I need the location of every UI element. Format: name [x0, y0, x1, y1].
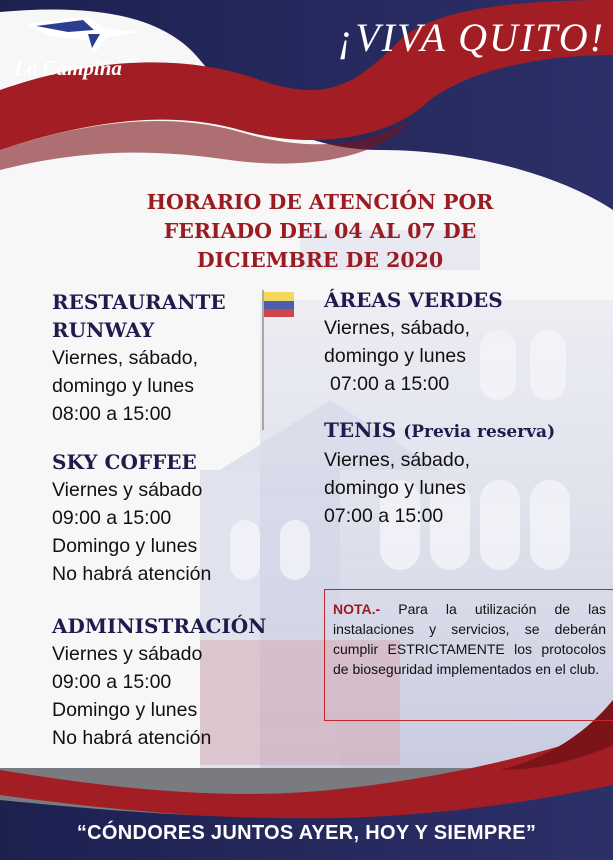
administracion-note: No habrá atención [52, 727, 212, 749]
nota-box [324, 589, 613, 721]
viva-quito-title: ¡VIVA QUITO! [337, 15, 605, 60]
restaurant-title-2: RUNWAY [52, 318, 155, 342]
nota-label: NOTA.- [333, 601, 381, 617]
tenis-hours: 07:00 a 15:00 [324, 505, 444, 527]
sky-coffee-days-1: Viernes y sábado [52, 479, 203, 501]
restaurant-hours: 08:00 a 15:00 [52, 403, 172, 425]
logo-club-label: Club [118, 54, 138, 65]
sky-coffee-hours: 09:00 a 15:00 [52, 507, 172, 529]
section-restaurant [52, 288, 226, 428]
section-sky-coffee [52, 448, 211, 588]
section-areas-verdes [324, 286, 503, 398]
condor-logo-icon [28, 14, 138, 58]
tenis-days-1: Viernes, sábado, [324, 449, 470, 471]
tenis-days-2: domingo y lunes [324, 477, 467, 499]
administracion-hours: 09:00 a 15:00 [52, 671, 172, 693]
areas-verdes-title: ÁREAS VERDES [324, 288, 503, 312]
sky-coffee-days-2: Domingo y lunes [52, 535, 198, 557]
restaurant-days-1: Viernes, sábado, [52, 347, 198, 369]
logo-name: La Campiña [14, 56, 122, 80]
heading-line-3: DICIEMBRE DE 2020 [196, 248, 444, 272]
section-tenis [324, 416, 555, 530]
areas-verdes-days-1: Viernes, sábado, [324, 317, 470, 339]
tenis-title-row [324, 416, 555, 446]
sky-coffee-note: No habrá atención [52, 563, 212, 585]
administracion-days-2: Domingo y lunes [52, 699, 198, 721]
tenis-title-note: (Previa reserva) [403, 422, 556, 442]
administracion-title: ADMINISTRACIÓN [52, 614, 267, 638]
areas-verdes-hours: 07:00 a 15:00 [330, 373, 450, 395]
nota-text: Para la utilización de las instalaciones y servicios, se deberán cumplir ESTRICTAMENTE los protocolos de bioseguridad implementados en el club. [333, 601, 606, 677]
administracion-days-1: Viernes y sábado [52, 643, 203, 665]
sky-coffee-title: SKY COFFEE [52, 450, 197, 474]
areas-verdes-days-2: domingo y lunes [324, 345, 467, 367]
tenis-title: TENIS [324, 418, 397, 442]
restaurant-title-1: RESTAURANTE [52, 290, 226, 314]
heading-line-2: FERIADO DEL 04 AL 07 DE [163, 219, 477, 243]
restaurant-days-2: domingo y lunes [52, 375, 195, 397]
schedule-heading [60, 188, 580, 275]
section-administracion [52, 612, 266, 752]
footer-slogan: “CÓNDORES JUNTOS AYER, HOY Y SIEMPRE” [76, 822, 537, 844]
heading-line-1: HORARIO DE ATENCIÓN POR [146, 190, 494, 214]
